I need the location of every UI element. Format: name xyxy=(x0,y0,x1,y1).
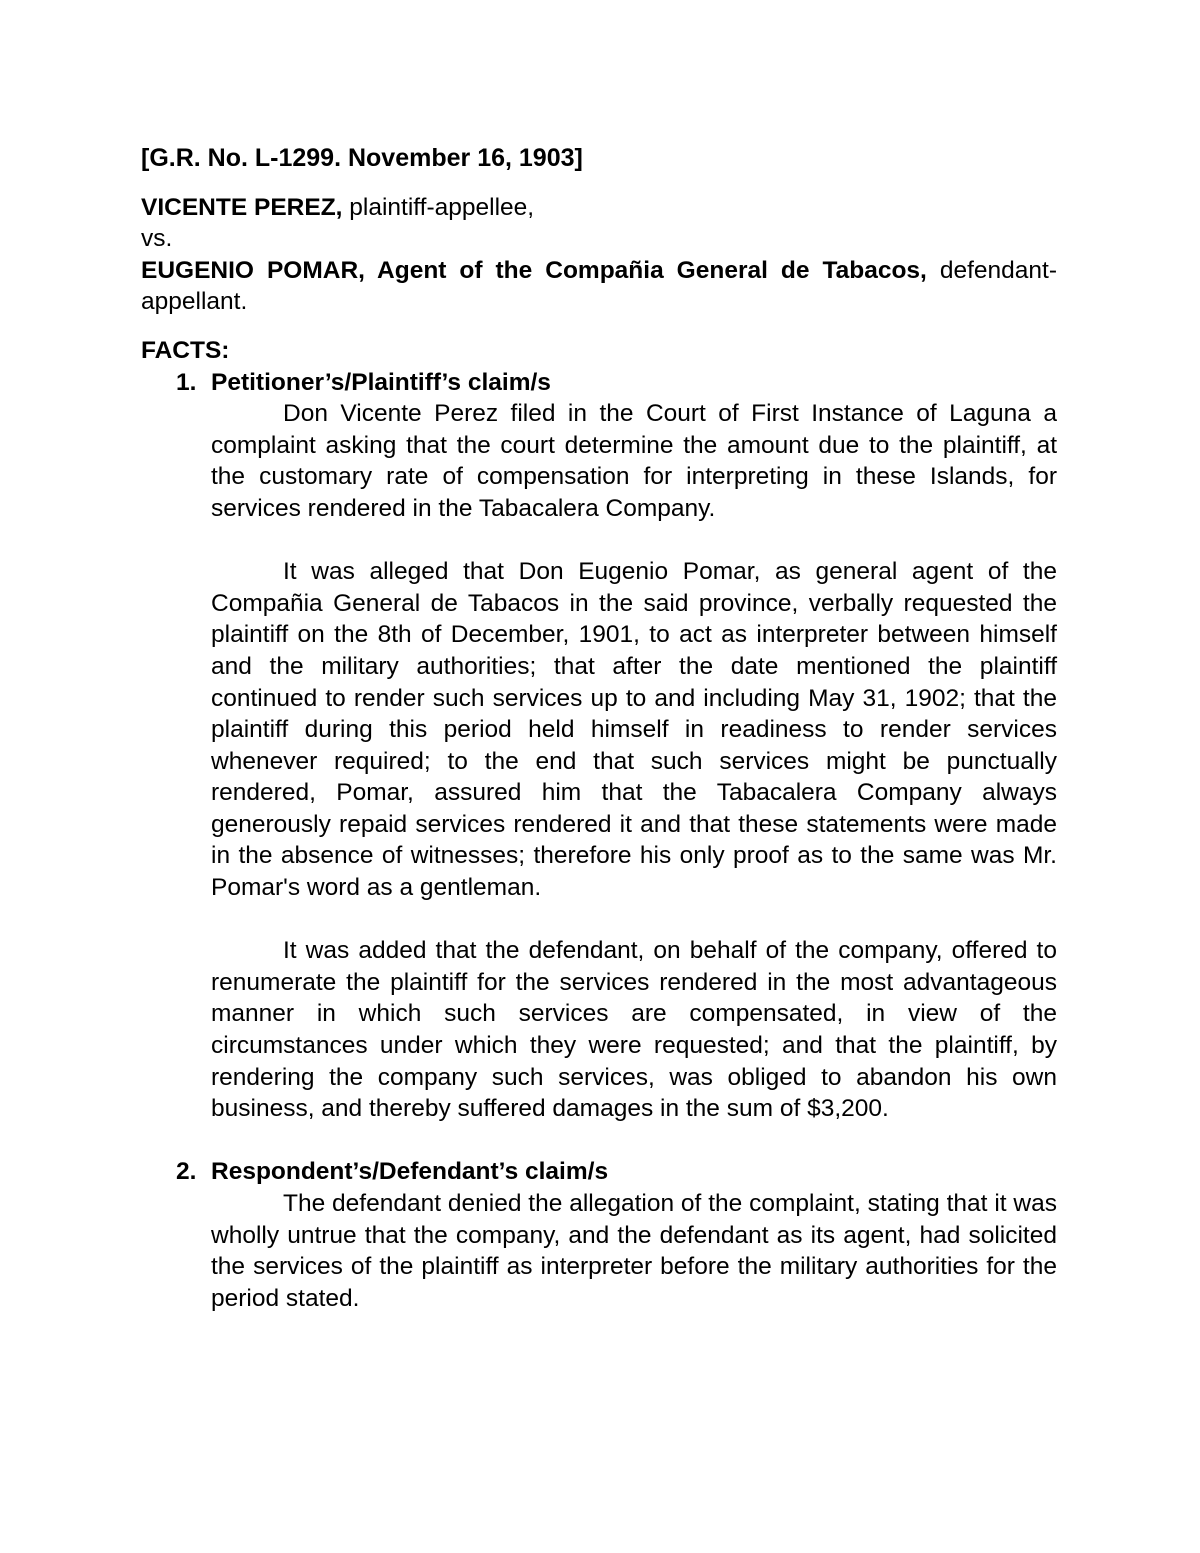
versus-text: vs. xyxy=(141,225,173,253)
item-heading: Respondent’s/Defendant’s claim/s xyxy=(211,1158,609,1186)
spacer xyxy=(211,525,1057,557)
spacer xyxy=(141,175,1057,192)
paragraph: Don Vicente Perez filed in the Court of First Instance of Laguna a complaint asking that the court determine the amount due to the plaintiff, at the customary rate of compensation for interpreting in these Islands, for services rendered in the Tabacalera Company. xyxy=(211,400,1057,522)
facts-item-defendant-claims xyxy=(141,1156,1057,1314)
document-body xyxy=(141,143,1057,1314)
spacer xyxy=(211,1125,1057,1157)
defendant-role: defendant-appellant. xyxy=(141,256,1057,316)
paragraph: The defendant denied the allegation of the complaint, stating that it was wholly untrue that the company, and the defendant as its agent, had solicited the services of the plaintiff as interpreter before the military authorities for the period stated. xyxy=(211,1190,1057,1312)
spacer xyxy=(211,904,1057,936)
facts-heading: FACTS: xyxy=(141,336,230,364)
facts-item-plaintiff-claims xyxy=(141,367,1057,1157)
plaintiff-name: VICENTE PEREZ, xyxy=(141,193,343,221)
defendant-name: EUGENIO POMAR, Agent of the Compañia General de Tabacos, xyxy=(141,256,927,284)
item-number: 2. xyxy=(176,1158,197,1186)
plaintiff-role: plaintiff-appellee, xyxy=(342,193,535,221)
paragraph: It was added that the defendant, on behalf of the company, offered to renumerate the plaintiff for the services rendered in the most advantageous manner in which such services are compensated, in view of the circumstances under which they were requested; and that the plaintiff, by rendering the company such services, was obliged to abandon his own business, and thereby suffered damages in the sum of $3,200. xyxy=(211,937,1057,1123)
item-number: 1. xyxy=(176,368,197,396)
item-heading: Petitioner’s/Plaintiff’s claim/s xyxy=(211,368,551,396)
paragraph: It was alleged that Don Eugenio Pomar, as general agent of the Compañia General de Tabacos in the said province, verbally requested the plaintiff on the 8th of December, 1901, to act as interpreter between himself and the military authorities; that after the date mentioned the plaintiff continued to render such services up to and including May 31, 1902; that the plaintiff during this period held himself in readiness to render services whenever required; to the end that such services might be punctually rendered, Pomar, assured him that the Tabacalera Company always generously repaid services rendered it and that these statements were made in the absence of witnesses; therefore his only proof as to the same was Mr. Pomar's word as a gentleman. xyxy=(211,558,1057,902)
spacer xyxy=(141,318,1057,335)
defendant-line xyxy=(141,255,1057,318)
case-number: [G.R. No. L-1299. November 16, 1903] xyxy=(141,144,583,172)
plaintiff-line xyxy=(141,192,1057,224)
